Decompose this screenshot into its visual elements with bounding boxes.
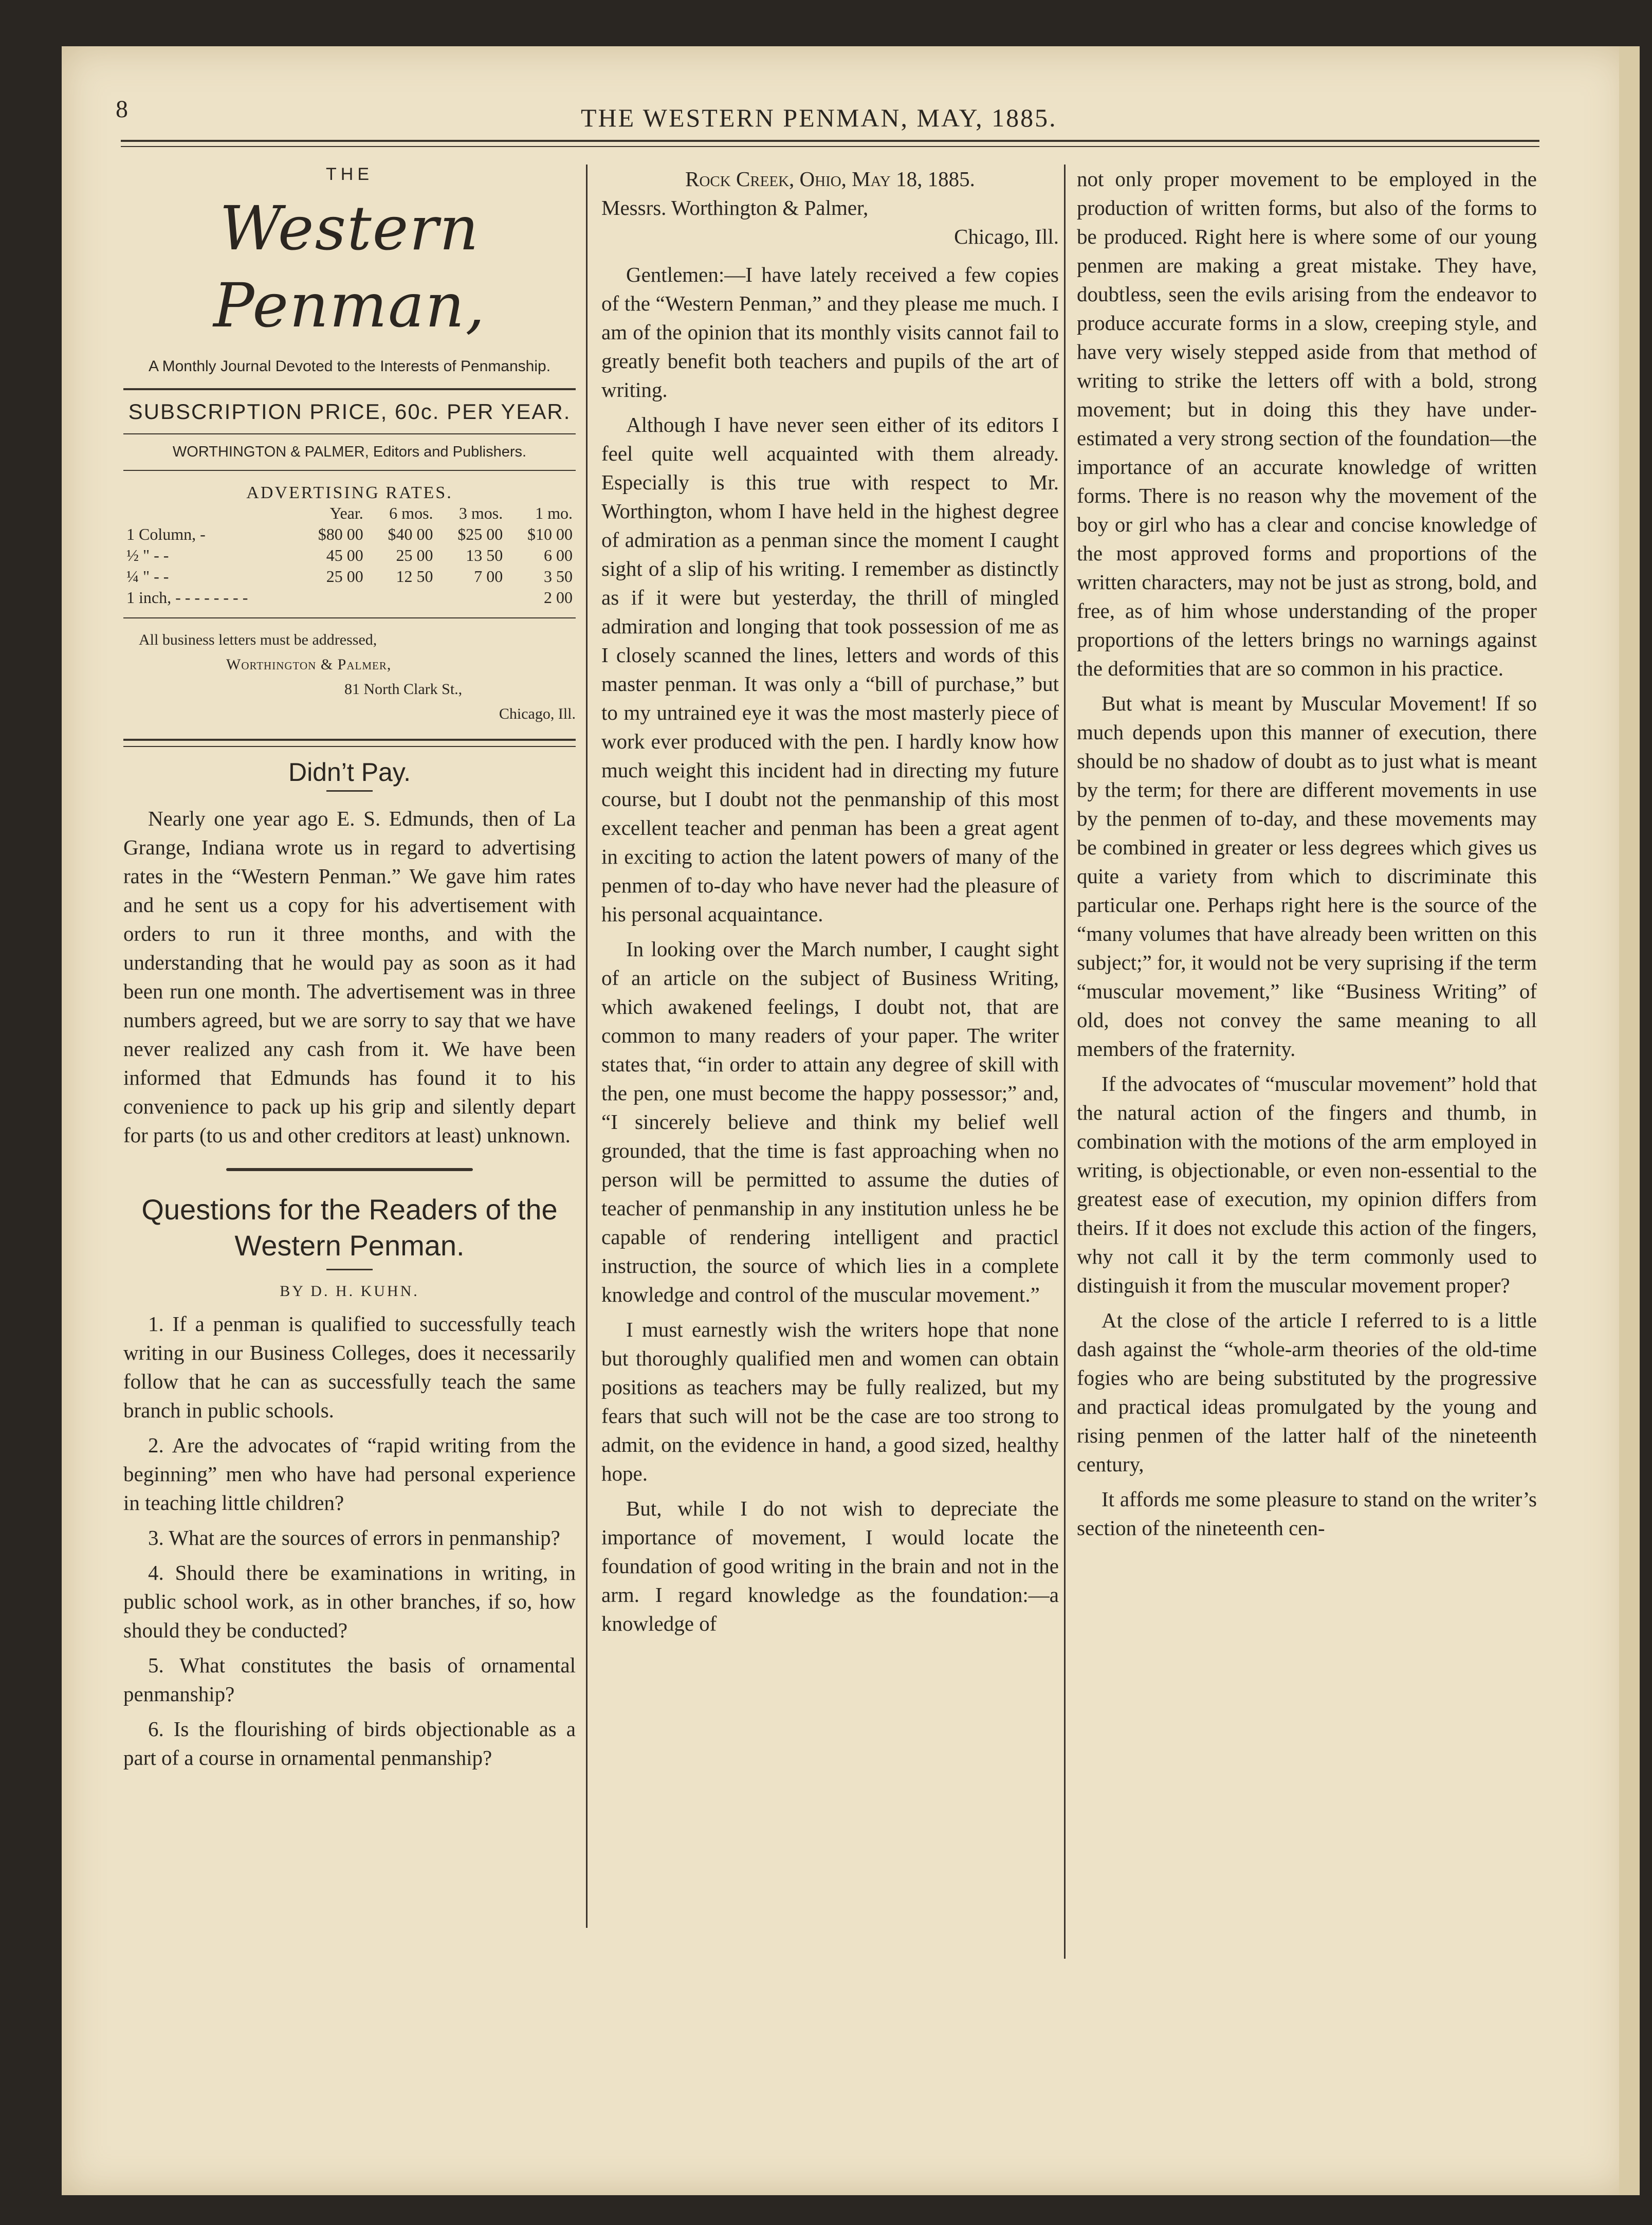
table-cell: 2 00 — [544, 588, 573, 607]
article-paragraph: If the advocates of “muscular movement” hold that the natural action of the fingers and thumb, in combination with the motions of the arm employed in writing, is objectionable, or even non-essential to the greatest ease of execution, my opinion differs from theirs. If it does not exclude this action of the fingers, why not call it by the term commonly used to distinguish it from the muscular movement proper? — [1077, 1072, 1537, 1297]
table-cell: 45 00 — [326, 546, 363, 564]
divider — [326, 1269, 373, 1270]
column-divider-1 — [586, 165, 588, 1928]
letter-addressee: Messrs. Worthington & Palmer, — [601, 196, 869, 220]
table-header: 3 mos. — [458, 504, 503, 522]
table-header: 1 mo. — [535, 504, 573, 522]
table-cell: $80 00 — [318, 525, 363, 543]
divider — [123, 433, 576, 434]
letter-paragraph: Although I have never seen either of its editors I feel quite well acquainted with them already. Especially is this true with respect to Mr. Worthington, whom I have held in the highest degree of admiration as a penman since the moment I caught sight of a slip of his writing. I remember as distinctly as if it were but yesterday, the thrill of mingled admiration and longing that took possession of me as I closely scanned the lines, letters and words of this master penman. It was only a “bill of purchase,” but to my untrained eye it was the most masterly piece of work ever produced with the pen. I hardly know how much weight this incident had in directing my future course, but I doubt not the penmanship of this most excellent teacher and penman has been a great agent in exciting to action the latent powers of many of the penmen of to-day who have never had the pleasure of his personal acquaintance. — [601, 413, 1059, 926]
letter-addressee-city: Chicago, Ill. — [954, 225, 1059, 248]
question-item: 5. What constitutes the basis of ornamental penmanship? — [123, 1653, 576, 1706]
running-title: THE WESTERN PENMAN, MAY, 1885. — [581, 103, 1057, 132]
table-row — [123, 566, 576, 587]
question-item: 1. If a penman is qualified to successfully teach writing in our Business Colleges, does it necessarily follow that he can as successfully teach the same branch in public schools. — [123, 1312, 576, 1422]
table-header: Year. — [329, 504, 363, 522]
table-row — [123, 545, 576, 566]
table-cell — [297, 587, 366, 608]
letter-place-date: Rock Creek, Ohio, May 18, 1885. — [685, 167, 975, 191]
table-cell: $10 00 — [527, 525, 573, 543]
letter-paragraph: Gentlemen:—I have lately received a few copies of the “Western Penman,” and they please me much. I am of the opinion that its monthly visits cannot fail to greatly benefit both teachers and pupils of the art of writing. — [601, 263, 1059, 402]
question-item: 4. Should there be examinations in writing, in public school work, as in other branches, if so, how should they be conducted? — [123, 1561, 576, 1642]
letter-paragraph: In looking over the March number, I caught sight of an article on the subject of Business Writing, which awakened feelings, I doubt not, that are common to many readers of your paper. The writer states that, “in order to attain any degree of skill with the pen, one must become the happy possessor;” and, “I sincerely believe and think my belief well grounded, that the time is fast approaching when no person will be permitted to assume the duties of teacher of penmanship in any institution unless he be capable of rendering intelligent and practicl instruction, the source of which lies in a complete knowledge and control of the muscular movement.” — [601, 937, 1059, 1306]
questions-byline: BY D. H. KUHN. — [280, 1283, 419, 1300]
article-paragraph: not only proper movement to be employed in the production of written forms, but also of the forms to be produced. Right here is where some of our young penmen are making a great mistake. They have, doubtless, seen the evils arising from the endeavor to produce accurate forms in a slow, creeping style, and have very wisely stepped aside from that method of writing to strike the letters off with a bold, strong movement; but in doing this they have under-estimated a very strong section of the foundation—the importance of an accurate knowledge of written forms. There is no reason why the movement of the boy or girl who has a clear and concise knowledge of the most approved forms and proportions of the written characters, may not be just as strong, bold, and free, as of him whose understanding of the proper proportions of the letters brings no warnings against the deformities that are so common in his practice. — [1077, 167, 1537, 680]
table-cell: 6 00 — [544, 546, 573, 564]
question-item: 3. What are the sources of errors in penmanship? — [148, 1526, 560, 1549]
article-paragraph: At the close of the article I referred to is a little dash against the “whole-arm theories of the old-time fogies who are being substituted by the progressive and practical ideas promulgated by the young and rising penmen of the latter half of the nineteenth century, — [1077, 1308, 1537, 1476]
table-cell: 7 00 — [474, 567, 503, 586]
table-header — [123, 503, 297, 524]
divider — [123, 739, 576, 741]
table-cell — [366, 587, 436, 608]
divider — [123, 617, 576, 618]
didnt-pay-heading: Didn’t Pay. — [288, 758, 411, 787]
table-cell: 3 50 — [544, 567, 573, 586]
page-number: 8 — [116, 96, 128, 123]
header-rule-thin — [121, 146, 1539, 147]
business-address — [123, 628, 576, 726]
column-2 — [601, 165, 1059, 1644]
advertising-rates-table — [123, 503, 576, 608]
letter-paragraph: I must earnestly wish the writers hope that none but thoroughly qualified men and women can obtain positions as teachers may be fully realized, but my fears that such will not be the case are too strong to admit, on the evidence in hand, a good sized, healthy hope. — [601, 1318, 1059, 1485]
editors-line: WORTHINGTON & PALMER, Editors and Publishers. — [172, 444, 527, 460]
ornament-divider — [226, 1168, 473, 1171]
table-header-row — [123, 503, 576, 524]
questions-heading: Questions for the Readers of the Western Penman. — [141, 1193, 558, 1262]
address-line: Chicago, Ill. — [499, 705, 576, 722]
divider — [326, 790, 373, 792]
masthead-tagline: A Monthly Journal Devoted to the Interests of Penmanship. — [148, 358, 551, 375]
question-item: 6. Is the flourishing of birds objectionable as a part of a course in ornamental penmanship? — [123, 1717, 576, 1770]
subscription-price: SUBSCRIPTION PRICE, 60c. PER YEAR. — [128, 399, 571, 424]
divider — [123, 746, 576, 747]
address-line: 81 North Clark St., — [344, 681, 463, 698]
divider — [123, 470, 576, 471]
column-3 — [1077, 165, 1537, 1548]
article-paragraph: But what is meant by Muscular Movement! If so much depends upon this manner of execution, there should be no shadow of doubt as to just what is meant by the term; for there are different movements in use by the penmen of to-day, and these movements may be combined in greater or less degrees which gives us quite a variety from which to discriminate this particular one. Perhaps right here is the source of the “many volumes that have already been written on this subject;” for, it would not be very suprising if the term “muscular movement,” like “Business Writing” of old, does not convey the same meaning to all members of the fraternity. — [1077, 691, 1537, 1061]
address-line: All business letters must be addressed, — [139, 631, 377, 648]
masthead-title: Western Penman, — [213, 193, 486, 341]
table-row — [123, 587, 576, 608]
advertising-title: ADVERTISING RATES. — [246, 483, 453, 502]
table-cell: 25 00 — [326, 567, 363, 586]
table-cell: 1 inch, - - - - - - - - — [126, 588, 248, 607]
table-cell: 1 Column, - — [126, 525, 206, 543]
article-paragraph: It affords me some pleasure to stand on the writer’s section of the nineteenth cen- — [1077, 1487, 1537, 1540]
table-cell: $40 00 — [388, 525, 433, 543]
table-cell: $25 00 — [457, 525, 503, 543]
table-header: 6 mos. — [389, 504, 433, 522]
table-row — [123, 524, 576, 545]
question-item: 2. Are the advocates of “rapid writing from the beginning” men who have had personal experience in teaching little children? — [123, 1433, 576, 1515]
page-edge — [1619, 46, 1640, 2195]
table-cell: 25 00 — [396, 546, 433, 564]
column-divider-2 — [1064, 165, 1066, 1959]
masthead-the: THE — [326, 165, 373, 184]
address-line: Worthington & Palmer, — [226, 656, 392, 673]
table-cell — [436, 587, 506, 608]
table-cell: ¼ " - - — [126, 567, 169, 586]
letter-paragraph: But, while I do not wish to depreciate the importance of movement, I would locate the foundation of good writing in the brain and not in the arm. I regard knowledge as the foundation:—a knowledge of — [601, 1497, 1059, 1635]
didnt-pay-body: Nearly one year ago E. S. Edmunds, then of La Grange, Indiana wrote us in regard to advertising rates in the “Western Penman.” We gave him rates and he sent us a copy for his advertisement with orders to run it three months, and with the understanding that he would pay as soon as it had been run one month. The advertisement was in three numbers agreed, but we are sorry to say that we have never realized any cash from it. We have been informed that Edmunds has found it to his convenience to pack up his grip and silently depart for parts (to us and other creditors at least) unknown. — [123, 807, 576, 1147]
header-rule — [121, 140, 1539, 142]
table-cell: ½ " - - — [126, 546, 169, 564]
table-cell: 13 50 — [466, 546, 503, 564]
divider — [123, 388, 576, 390]
column-1 — [123, 165, 576, 1778]
table-cell: 12 50 — [396, 567, 433, 586]
